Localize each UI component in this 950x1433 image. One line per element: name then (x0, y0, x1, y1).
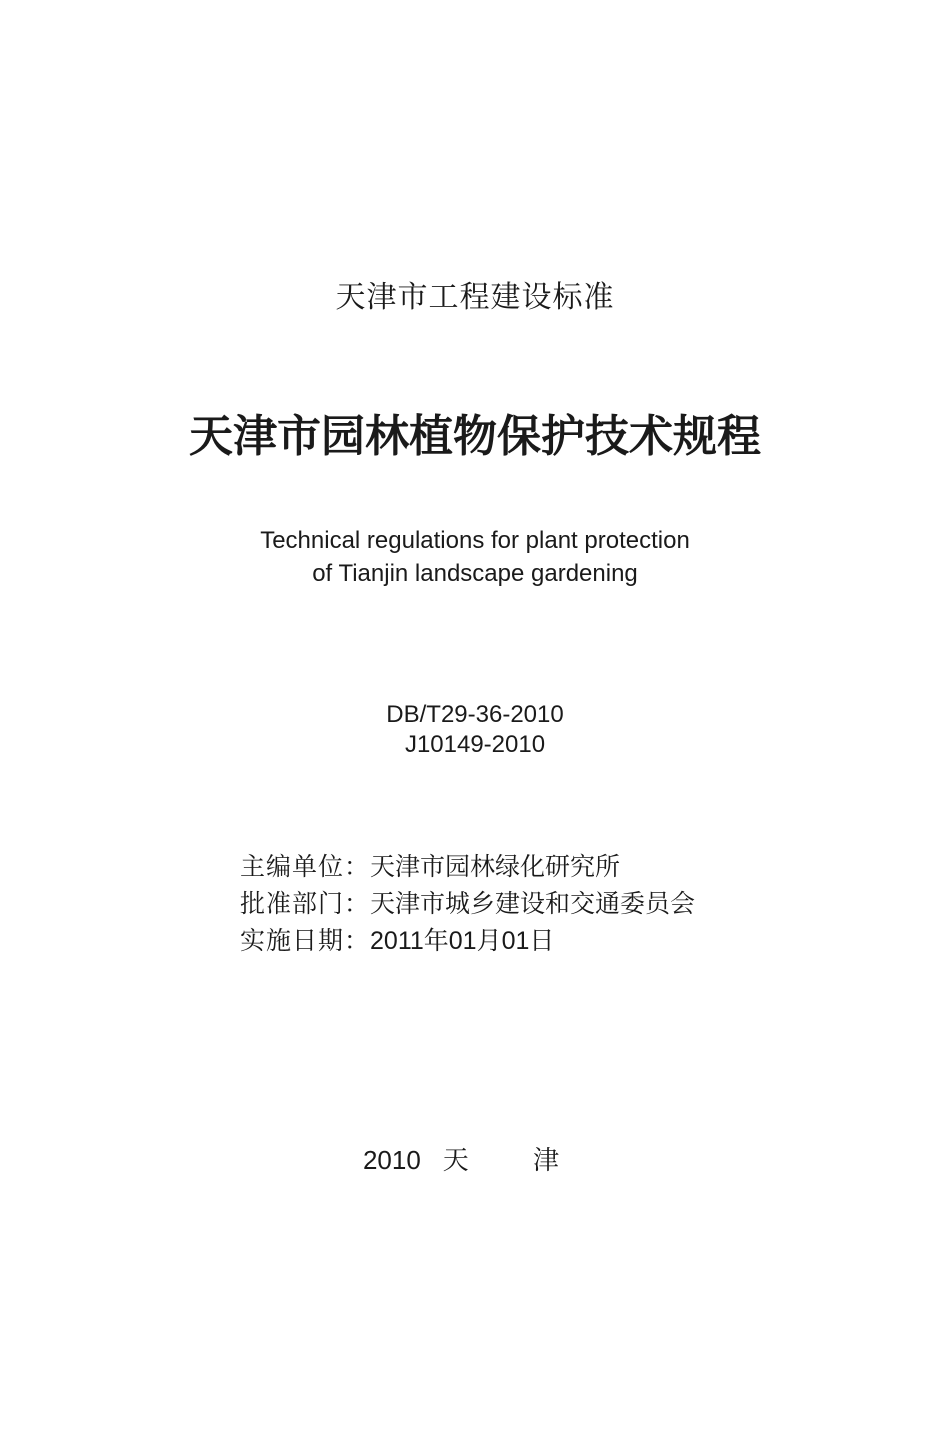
standard-series-heading: 天津市工程建设标准 (335, 280, 615, 315)
info-row-editor (240, 848, 695, 885)
info-row-date (240, 922, 695, 960)
editor-label: 主编单位： (240, 852, 371, 881)
approver-label: 批准部门： (240, 889, 371, 918)
publication-year: 2010 (362, 1145, 421, 1175)
editor-value: 天津市园林绿化研究所 (370, 852, 621, 881)
document-title-chinese: 天津市园林植物保护技术规程 (189, 411, 761, 462)
standard-number: DB/T29-36-2010 (386, 701, 564, 728)
record-number: J10149-2010 (404, 731, 546, 758)
publication-info-block (240, 848, 695, 960)
standard-codes (0, 700, 950, 760)
publication-footer (0, 1140, 950, 1177)
date-label: 实施日期： (240, 926, 371, 955)
publication-city: 天 津 (442, 1146, 588, 1176)
title-english-line-1: Technical regulations for plant protection (260, 527, 690, 554)
info-row-approver (240, 885, 695, 922)
date-value: 2011年01月01日 (370, 927, 555, 955)
document-title-english (0, 524, 950, 590)
approver-value: 天津市城乡建设和交通委员会 (370, 889, 696, 918)
title-english-line-2: of Tianjin landscape gardening (312, 560, 638, 587)
